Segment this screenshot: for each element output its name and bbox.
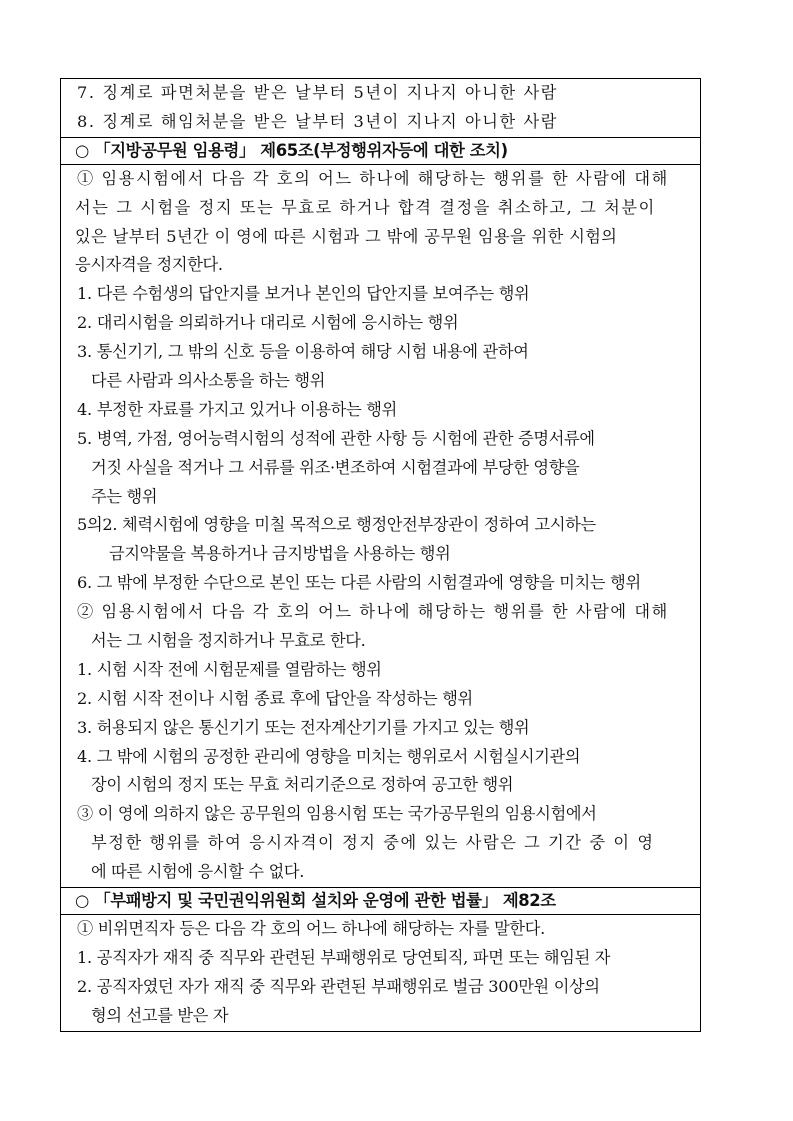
paragraph-line: 에 따른 시험에 응시할 수 없다. [91, 862, 305, 882]
list-item: 6. 그 밖에 부정한 수단으로 본인 또는 다른 사람의 시험결과에 영향을 미치는 행위 [77, 573, 641, 593]
paragraph-line: ① 임용시험에서 다음 각 호의 어느 하나에 해당하는 행위를 한 사람에 대해 [77, 168, 669, 188]
list-item: 3. 통신기기, 그 밖의 신호 등을 이용하여 해당 시험 내용에 관하여 [77, 342, 529, 362]
list-item: 5의2. 체력시험에 영향을 미칠 목적으로 행정안전부장관이 정하여 고시하는 [77, 515, 596, 535]
paragraph-line: 서는 그 시험을 정지하거나 무효로 한다. [91, 631, 366, 651]
list-item: 2. 대리시험을 의뢰하거나 대리로 시험에 응시하는 행위 [77, 313, 459, 333]
list-item: 1. 공직자가 재직 중 직무와 관련된 부패행위로 당연퇴직, 파면 또는 해임된 자 [77, 947, 611, 967]
paragraph-line: 서는 그 시험을 정지 또는 무효로 하거나 합격 결정을 취소하고, 그 처분이 [75, 197, 656, 217]
list-item-continuation: 형의 선고를 받은 자 [91, 1005, 229, 1025]
paragraph-line: ① 비위면직자 등은 다음 각 호의 어느 하나에 해당하는 자를 말한다. [77, 919, 545, 939]
paragraph-line: 응시자격을 정지한다. [75, 255, 223, 275]
section-disqualification-list [61, 79, 700, 137]
list-item: 4. 부정한 자료를 가지고 있거나 이용하는 행위 [77, 399, 397, 419]
list-item: 1. 시험 시작 전에 시험문제를 열람하는 행위 [77, 659, 382, 679]
list-item: 2. 시험 시작 전이나 시험 종료 후에 답안을 작성하는 행위 [77, 688, 473, 708]
list-item-continuation: 거짓 사실을 적거나 그 서류를 위조·변조하여 시험결과에 부당한 영향을 [91, 457, 580, 477]
list-item: 8. 징계로 해임처분을 받은 날부터 3년이 지나지 아니한 사람 [77, 111, 558, 131]
section-anti-corruption-act [61, 914, 700, 1031]
section-heading: ○ 「지방공무원 임용령」 제65조(부정행위자등에 대한 조치) [75, 140, 508, 160]
list-item: 4. 그 밖에 시험의 공정한 관리에 영향을 미치는 행위로서 시험실시기관의 [77, 746, 581, 766]
list-item: 3. 허용되지 않은 통신기기 또는 전자계산기기를 가지고 있는 행위 [77, 717, 530, 737]
list-item-continuation: 주는 행위 [91, 486, 158, 506]
paragraph-line: ③ 이 영에 의하지 않은 공무원의 임용시험 또는 국가공무원의 임용시험에서 [77, 804, 597, 824]
list-item: 1. 다른 수험생의 답안지를 보거나 본인의 답안지를 보여주는 행위 [77, 284, 530, 304]
list-item-continuation: 장이 시험의 정지 또는 무효 처리기준으로 정하여 공고한 행위 [91, 775, 514, 795]
paragraph-line: 부정한 행위를 하여 응시자격이 정지 중에 있는 사람은 그 기간 중 이 영 [91, 833, 655, 853]
list-item: 5. 병역, 가점, 영어능력시험의 성적에 관한 사항 등 시험에 관한 증명서류에 [77, 428, 595, 448]
list-item: 2. 공직자였던 자가 재직 중 직무와 관련된 부패행위로 벌금 300만원 이상의 [77, 976, 600, 996]
list-item-continuation: 다른 사람과 의사소통을 하는 행위 [91, 371, 326, 391]
paragraph-line: ② 임용시험에서 다음 각 호의 어느 하나에 해당하는 행위를 한 사람에 대해 [77, 602, 669, 622]
section-local-appointment-decree [61, 164, 700, 887]
list-item: 7. 징계로 파면처분을 받은 날부터 5년이 지나지 아니한 사람 [77, 83, 558, 102]
document-table [60, 78, 701, 1032]
paragraph-line: 있은 날부터 5년간 이 영에 따른 시험과 그 밖에 공무원 임용을 위한 시험의 [75, 226, 618, 246]
section-heading: ○ 「부패방지 및 국민권익위원회 설치와 운영에 관한 법률」 제82조 [75, 891, 556, 911]
section-heading-row [61, 137, 700, 164]
section-heading-row [61, 887, 700, 914]
list-item-continuation: 금지약물을 복용하거나 금지방법을 사용하는 행위 [109, 544, 451, 564]
